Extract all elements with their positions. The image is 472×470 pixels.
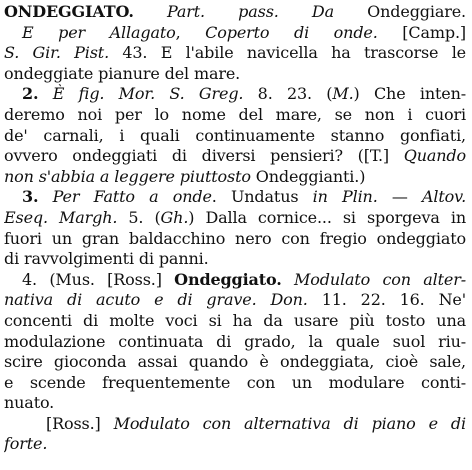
text-segment: de' carnali, i quali continuamente stanno gonfiati, bbox=[4, 125, 466, 145]
text-segment: 11. 22. 16. Ne' bbox=[307, 290, 466, 310]
text-line bbox=[4, 64, 466, 85]
italic-text: Modulato con alternativa di piano e di bbox=[113, 413, 466, 433]
italic-text: Altov. bbox=[421, 187, 466, 207]
text-segment: Ondeggiare. bbox=[333, 2, 466, 21]
text-line bbox=[4, 84, 466, 105]
text-segment bbox=[38, 187, 52, 206]
text-line bbox=[4, 311, 466, 332]
text-segment: fuori un gran baldacchino nero con fregio ondeggiato bbox=[4, 228, 466, 248]
text-segment: Ondeggianti.) bbox=[250, 166, 366, 186]
italic-text: Modulato con alter- bbox=[294, 269, 466, 289]
italic-text: Quando bbox=[403, 146, 466, 166]
text-segment: ovvero ondeggiati di diversi pensieri? ([T.] bbox=[4, 146, 404, 166]
text-segment: 43. E l'abile navicella ha trascorse le bbox=[109, 43, 466, 63]
italic-text: nativa di acuto e di grave. Don. bbox=[4, 290, 308, 310]
text-line bbox=[4, 332, 466, 353]
text-segment: ) Dalla cornice... si sporgeva in bbox=[188, 207, 466, 227]
text-line bbox=[4, 126, 466, 147]
text-segment: modulazione continuata di grado, la quale suol riu- bbox=[4, 331, 466, 351]
text-line bbox=[4, 105, 466, 126]
text-line bbox=[4, 434, 466, 455]
text-segment: 5. ( bbox=[117, 207, 161, 227]
text-line bbox=[4, 23, 466, 44]
text-line bbox=[4, 270, 466, 291]
italic-text: M. bbox=[332, 84, 354, 104]
text-segment: di ravvolgimenti di panni. bbox=[4, 249, 209, 269]
text-segment: ) Che inten- bbox=[353, 84, 466, 104]
italic-text: in Plin. bbox=[312, 187, 378, 207]
text-line bbox=[4, 167, 466, 188]
text-line bbox=[4, 229, 466, 250]
italic-text: non s'abbia a leggere piuttosto bbox=[4, 166, 251, 186]
text-segment: [Ross.] bbox=[46, 413, 114, 433]
italic-text: Part. pass. bbox=[133, 2, 279, 21]
text-line bbox=[4, 373, 466, 394]
text-line bbox=[4, 208, 466, 229]
text-segment: deremo noi per lo nome del mare, se non i cuori bbox=[4, 104, 466, 124]
text-segment bbox=[279, 2, 312, 21]
italic-text: Coperto di onde. bbox=[205, 22, 378, 42]
text-segment: 8. 23. ( bbox=[243, 84, 333, 104]
text-line bbox=[4, 249, 466, 270]
bold-text: Ondeggiato. bbox=[174, 269, 282, 289]
bold-text: 2. bbox=[22, 84, 39, 104]
text-segment: — bbox=[377, 187, 422, 207]
italic-text: È fig. Mor. S. Greg. bbox=[52, 84, 244, 104]
text-segment bbox=[38, 84, 52, 103]
text-line bbox=[4, 43, 466, 64]
text-segment: nuato. bbox=[4, 393, 55, 413]
text-segment: , bbox=[175, 22, 206, 42]
text-segment: scire gioconda assai quando è ondeggiata, cioè sale, bbox=[4, 352, 466, 372]
text-line bbox=[4, 146, 466, 167]
text-segment: e scende frequentemente con un modulare conti- bbox=[4, 372, 466, 392]
text-segment: . Undatus bbox=[211, 187, 313, 207]
italic-text: Per Fatto a onde bbox=[52, 187, 212, 207]
italic-text: Eseq. Margh. bbox=[4, 207, 118, 227]
bold-text: ONDEGGIATO. bbox=[4, 2, 134, 21]
italic-text: E per Allagato bbox=[22, 22, 176, 42]
bold-text: 3. bbox=[22, 187, 39, 207]
text-line bbox=[4, 414, 466, 435]
italic-text: Gh. bbox=[160, 207, 189, 227]
text-segment: ondeggiate pianure del mare. bbox=[4, 63, 241, 83]
text-segment: 4. (Mus. [Ross.] bbox=[22, 269, 175, 289]
text-line bbox=[4, 393, 466, 414]
text-line bbox=[4, 290, 466, 311]
text-line bbox=[4, 352, 466, 373]
italic-text: forte. bbox=[4, 434, 48, 454]
italic-text: S. Gir. Pist. bbox=[4, 43, 110, 63]
text-segment bbox=[282, 270, 294, 289]
italic-text: Da bbox=[311, 2, 334, 21]
text-line bbox=[4, 2, 466, 23]
text-segment: [Camp.] bbox=[377, 22, 466, 42]
text-segment: concenti di molte voci si ha da usare più tosto una bbox=[4, 310, 466, 330]
text-line bbox=[4, 187, 466, 208]
